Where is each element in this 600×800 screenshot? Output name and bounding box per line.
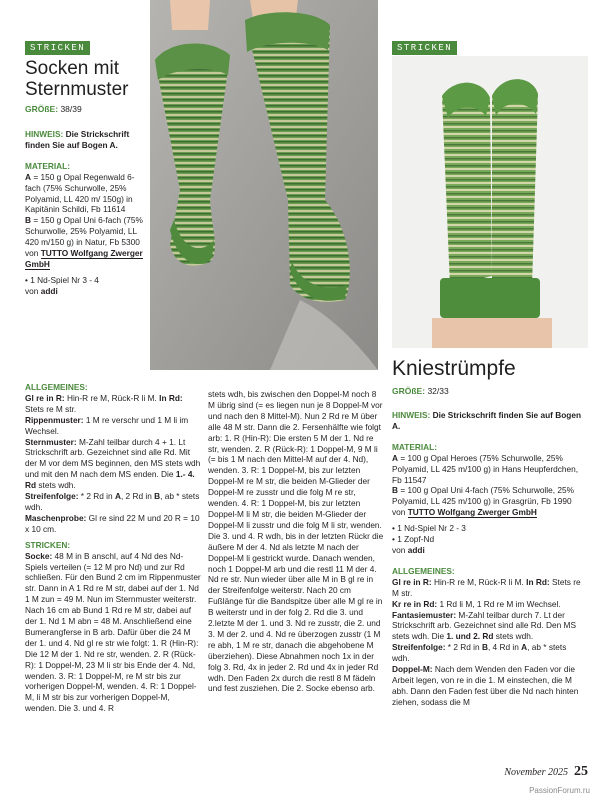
page-number: 25 bbox=[574, 764, 588, 779]
hint-left: HINWEIS: Die Strickschrift finden Sie auf Bogen A. bbox=[25, 129, 130, 150]
doppel-right: Doppel-M: Nach dem Wenden den Faden vor die Arbeit legen, von re in die 1. M einstechen, die M abh. Dann den Faden fest über die Nd nach hinten ziehen, sodass die M bbox=[392, 664, 579, 707]
needles-supplier-right: von addi bbox=[392, 544, 425, 555]
middle-text: stets wdh, bis zwischen den Doppel-M noch 8 M übrig sind (= es liegen nun je 8 Doppel-M vor und nach den 8 Mittel-M). Nun 2 Rd re M über alle 48 M str. Dann die 2. Fersenhälfte wie folgt arb: 1. R (Hin-R): Die ersten 5 M der 1. Nd re str, wenden. 2. R (Rück-R): 1 Doppel-M, 9 M li (= bis 1 M nach den Mittel-M auf der 4. Nd), wenden. 3. R: 1 Doppel-M, bis zur letzten Doppel-M re M str, die beiden M-Glieder der Doppel-M re zusstr und die folg M re str, wenden. 4. R: 1 Doppel-M, bis zur letzten Doppel-M li M str, die beiden M-Glieder der Doppel-M li zusstr und die folg M li str, wenden. Die 3. und 4. R wdh, bis in der letzten Rückr die äußere M der 4. Nd als letzte M nach der Doppel-M li gestrickt wurde. Danach wenden, noch 1 Doppel-M arb und die restl 11 M der 4. Nd re str. Nun wieder über alle M in B gl re in der Streifenfolge weiterstr. Nach 20 cm Fußlänge für die Bandspitze über alle M gl re in B weiterstr und in der folg 2. Rd die 3. und 2.letzte M der 1. und 3. Nd re zusstr, die 2. und 3. M der 2. und 4. Nd re überzogen zusstr (1 M re abh, 1 M re str, danach die abgehobene M überziehen). Diese Abnahmen noch 1x in der folg 3. Rd, 4x in jeder 2. Rd und 4x in jeder Rd wdh. Den Faden 2x durch die restl 8 M fädeln und fest zusziehen. Die 2. Socke ebenso arb. bbox=[208, 389, 384, 694]
needles-right-1: • 1 Nd-Spiel Nr 2 - 3 bbox=[392, 523, 466, 534]
general-heading-left: ALLGEMEINES: bbox=[25, 382, 88, 392]
material-a-left: A = 150 g Opal Regenwald 6-fach (75% Schurwolle, 25% Polyamid, LL 420 m/ 150g) in Kapitänin Schildi, Fb 11614 bbox=[25, 171, 135, 215]
page-footer bbox=[504, 762, 588, 780]
stern-left: Sternmuster: M-Zahl teilbar durch 4 + 1. Lt Strickschrift arb. Gezeichnet sind alle Rd. Mit der M vor dem MS beginnen, den MS stets wdh und mit den M nach dem MS enden. Die 1.- 4. Rd stets wdh. bbox=[25, 436, 201, 491]
supplier-right: von TUTTO Wolfgang Zwerger GmbH bbox=[392, 507, 537, 518]
socke-left: Socke: 48 M in B anschl, auf 4 Nd des Nd-Spiels verteilen (= 12 M pro Nd) und zur Rd schließen. Für den Bund 2 cm im Rippenmuster str. Dann in A 1 Rd re M str, dabei auf der 1. Nd 1 M zun = 49 M. Nun im Sternmuster weiterstr. Nach 16 cm ab Bund 1 Rd re M str, dabei auf der 1. Nd 1 M abn = 48 M. Anschließend eine Bumerangferse in B arb. Dafür über die 24 M der 1. und 4. Nd gl re str wie folgt: 1. R (Hin-R): Die 12 M der 1. Nd re str, wenden. 2. R (Rück-R): 1 Doppel-M, 23 M li str bis Ende der 4. Nd, wenden. 3. R: 1 Doppel-M, re M str bis zur vorherigen Doppel-M, wenden. 4. R: 1 Doppel-M, li M str bis zur vorherigen Doppel-M, wenden. Die 3. und 4. R bbox=[25, 550, 201, 714]
material-a-right: A = 100 g Opal Heroes (75% Schurwolle, 25% Polyamid, LL 425 m/100 g) in Hans Heupferdchen, Fb 11547 bbox=[392, 452, 579, 485]
right-text-column bbox=[392, 410, 582, 708]
socks-illustration-left bbox=[150, 0, 378, 370]
watermark: PassionForum.ru bbox=[529, 786, 590, 795]
size-left bbox=[25, 104, 82, 114]
size-label-right: GRÖßE: bbox=[392, 386, 426, 396]
material-heading-right: MATERIAL: bbox=[392, 441, 438, 452]
material-b-right: B = 100 g Opal Uni 4-fach (75% Schurwolle, 25% Polyamid, LL 425 m/100 g) in Grasgrün, Fb 1990 bbox=[392, 485, 574, 507]
size-value: 38/39 bbox=[60, 104, 82, 114]
streif-left: Streifenfolge: * 2 Rd in A, 2 Rd in B, ab * stets wdh. bbox=[25, 491, 200, 512]
photo-sternmuster-socks bbox=[150, 0, 378, 370]
section-tag-left: STRICKEN bbox=[25, 41, 90, 55]
hint-right: HINWEIS: Die Strickschrift finden Sie auf Bogen A. bbox=[392, 410, 582, 431]
title-line-1: Socken mit bbox=[25, 58, 119, 79]
supplier-left: von TUTTO Wolfgang Zwerger GmbH bbox=[25, 248, 143, 269]
section-tag-right: STRICKEN bbox=[392, 41, 457, 55]
size-right bbox=[392, 386, 449, 396]
maschen-left: Maschenprobe: Gl re sind 22 M und 20 R = 10 x 10 cm. bbox=[25, 512, 200, 534]
pattern-title-right: Kniestrümpfe bbox=[392, 357, 516, 380]
needles-supplier-left: von addi bbox=[25, 285, 58, 296]
left-lower-column bbox=[25, 382, 201, 714]
size-label: GRÖßE: bbox=[25, 104, 59, 114]
pattern-title-left bbox=[25, 58, 128, 100]
streif-right: Streifenfolge: * 2 Rd in B, 4 Rd in A, ab * stets wdh. bbox=[392, 642, 567, 664]
issue-month: November 2025 bbox=[504, 767, 568, 778]
kr-right: Kr re in Rd: 1 Rd li M, 1 Rd re M im Wechsel. bbox=[392, 598, 561, 609]
general-heading-right: ALLGEMEINES: bbox=[392, 565, 455, 576]
middle-column bbox=[208, 389, 384, 694]
needles-left: • 1 Nd-Spiel Nr 3 - 4 bbox=[25, 274, 99, 285]
fantasie-right: Fantasiemuster: M-Zahl teilbar durch 7. Lt der Strickschrift arb. Gezeichnet sind alle Rd. Den MS stets wdh. Die 1. und 2. Rd stets wdh. bbox=[392, 609, 576, 642]
gl-left: Gl re in R: Hin-R re M, Rück-R li M. In Rd: Stets re M str. bbox=[25, 392, 183, 414]
needles-right-2: • 1 Zopf-Nd bbox=[392, 534, 435, 545]
title-line-2: Sternmuster bbox=[25, 79, 129, 100]
material-heading-left: MATERIAL: bbox=[25, 160, 71, 171]
rippen-left: Rippenmuster: 1 M re verschr und 1 M li im Wechsel. bbox=[25, 414, 189, 436]
photo-kniestruempfe bbox=[392, 56, 588, 348]
gl-right: Gl re in R: Hin-R re M, Rück-R li M. In Rd: Stets re M str. bbox=[392, 576, 581, 598]
socks-illustration-right bbox=[392, 56, 588, 348]
material-b-left: B = 150 g Opal Uni 6-fach (75% Schurwolle, 25% Polyamid, LL 420 m/150 g) in Natur, Fb 5300 bbox=[25, 215, 143, 248]
size-value-right: 32/33 bbox=[427, 386, 449, 396]
stricken-heading-left: STRICKEN: bbox=[25, 539, 71, 550]
left-material-column bbox=[25, 129, 143, 297]
